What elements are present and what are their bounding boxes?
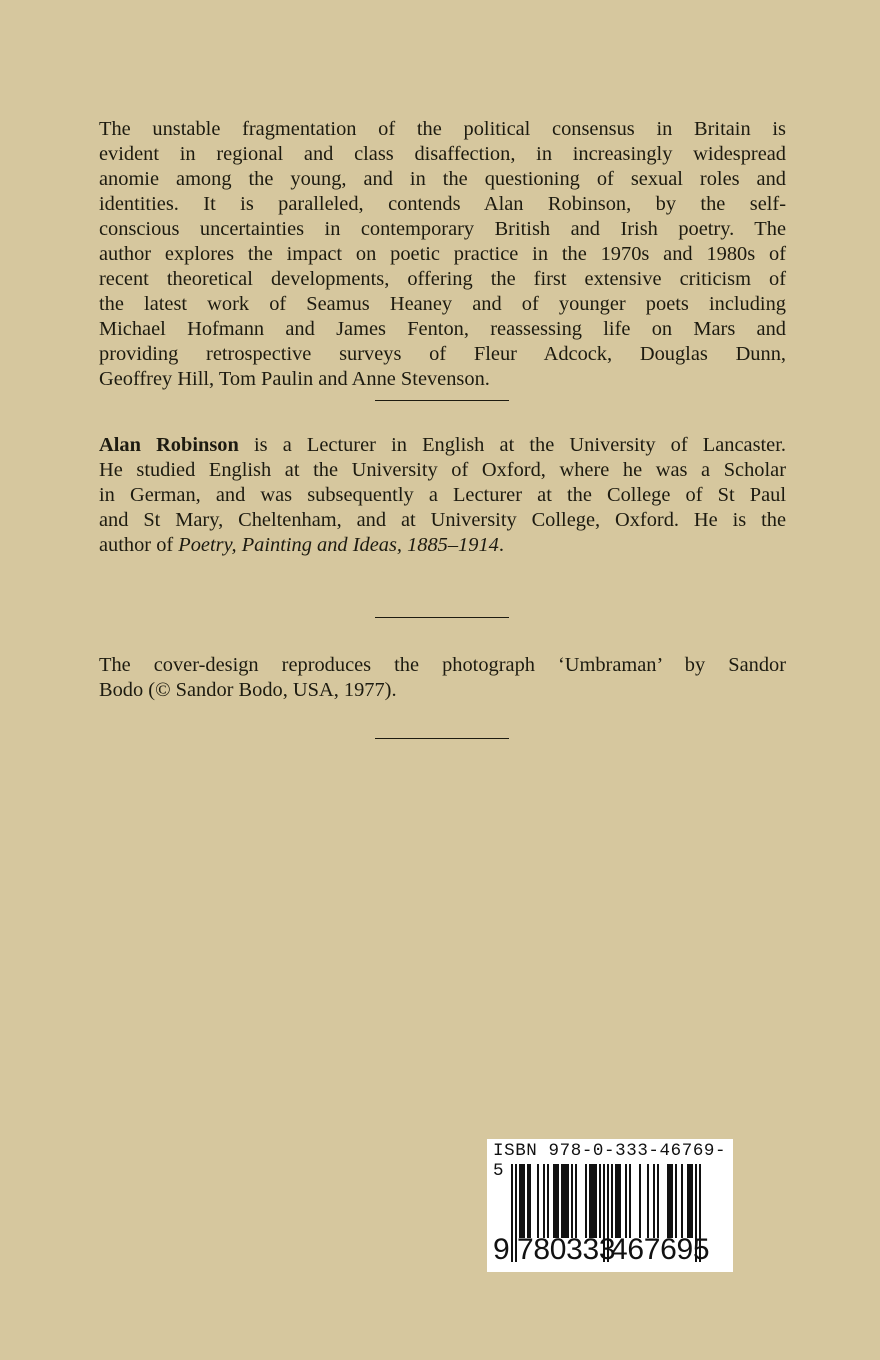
book-description	[99, 117, 786, 392]
barcode-bar	[547, 1164, 549, 1238]
bio-text: author of	[99, 534, 179, 556]
barcode-bar	[561, 1164, 563, 1238]
book-title: Poetry, Painting and Ideas, 1885–1914	[178, 534, 499, 556]
description-line: providing retrospective surveys of Fleur Adcock, Douglas Dunn,	[99, 343, 786, 365]
barcode-bar	[669, 1164, 671, 1238]
barcode-bar	[675, 1164, 677, 1238]
bio-line	[99, 433, 786, 458]
barcode-bar	[585, 1164, 587, 1238]
barcode-bar	[653, 1164, 655, 1238]
description-line: the latest work of Seamus Heaney and of younger poets including	[99, 293, 786, 315]
barcode-bar	[681, 1164, 683, 1238]
barcode-bar	[615, 1164, 617, 1238]
barcode-bar	[687, 1164, 689, 1238]
barcode-bar	[667, 1164, 669, 1238]
credit-line: Bodo (© Sandor Bodo, USA, 1977).	[99, 679, 397, 701]
bio-line: and St Mary, Cheltenham, and at University College, Oxford. He is the	[99, 509, 786, 531]
barcode-right-digits: 467695	[611, 1233, 710, 1266]
isbn-label: ISBN 978-0-333-46769-5	[493, 1141, 727, 1181]
barcode-bar	[619, 1164, 621, 1238]
barcode-bar	[521, 1164, 523, 1238]
bio-text: is a Lecturer in English at the University of Lancaster.	[238, 434, 786, 456]
barcode-bar	[519, 1164, 521, 1238]
isbn-barcode	[487, 1139, 733, 1272]
barcode-bar	[563, 1164, 565, 1238]
barcode-bar	[543, 1164, 545, 1238]
barcode-bar	[557, 1164, 559, 1238]
barcode-bar	[567, 1164, 569, 1238]
barcode-bar	[529, 1164, 531, 1238]
barcode-bar	[657, 1164, 659, 1238]
barcode-bar	[639, 1164, 641, 1238]
barcode-bar	[511, 1164, 513, 1262]
barcode-bar	[691, 1164, 693, 1238]
barcode-bar	[625, 1164, 627, 1238]
barcode-first-digit: 9	[493, 1233, 510, 1266]
description-line: recent theoretical developments, offering the first extensive criticism of	[99, 268, 786, 290]
description-line: conscious uncertainties in contemporary British and Irish poetry. The	[99, 218, 786, 240]
divider	[375, 617, 509, 618]
barcode-bar	[593, 1164, 595, 1238]
cover-credit	[99, 653, 786, 703]
description-line: Geoffrey Hill, Tom Paulin and Anne Stevenson.	[99, 368, 490, 390]
barcode-bar	[565, 1164, 567, 1238]
author-name: Alan Robinson	[99, 434, 239, 456]
barcode-bar	[629, 1164, 631, 1238]
barcode-bar	[555, 1164, 557, 1238]
description-line: author explores the impact on poetic practice in the 1970s and 1980s of	[99, 243, 786, 265]
divider	[375, 738, 509, 739]
bio-line: in German, and was subsequently a Lecturer at the College of St Paul	[99, 484, 786, 506]
divider	[375, 400, 509, 401]
description-line: The unstable fragmentation of the political consensus in Britain is	[99, 118, 786, 140]
barcode-bar	[589, 1164, 591, 1238]
description-line: evident in regional and class disaffection, in increasingly widespread	[99, 143, 786, 165]
barcode-bar	[523, 1164, 525, 1238]
barcode-bar	[599, 1164, 601, 1238]
bio-text: .	[498, 534, 504, 556]
bio-line	[99, 533, 786, 558]
barcode-bar	[595, 1164, 597, 1238]
bio-line: He studied English at the University of Oxford, where he was a Scholar	[99, 459, 786, 481]
description-line: identities. It is paralleled, contends Alan Robinson, by the self-	[99, 193, 786, 215]
barcode-bar	[553, 1164, 555, 1238]
barcode-bar	[671, 1164, 673, 1238]
barcode-left-digits: 780333	[517, 1233, 616, 1266]
description-line: anomie among the young, and in the questioning of sexual roles and	[99, 168, 786, 190]
barcode-bar	[689, 1164, 691, 1238]
barcode-bar	[611, 1164, 613, 1238]
barcode-bar	[537, 1164, 539, 1238]
barcode-bar	[617, 1164, 619, 1238]
author-bio	[99, 433, 786, 558]
barcode-bar	[647, 1164, 649, 1238]
credit-line: The cover-design reproduces the photograph ‘Umbraman’ by Sandor	[99, 654, 786, 676]
description-line: Michael Hofmann and James Fenton, reassessing life on Mars and	[99, 318, 786, 340]
barcode-bar	[527, 1164, 529, 1238]
barcode-bar	[575, 1164, 577, 1238]
barcode-bar	[571, 1164, 573, 1238]
barcode-bar	[591, 1164, 593, 1238]
